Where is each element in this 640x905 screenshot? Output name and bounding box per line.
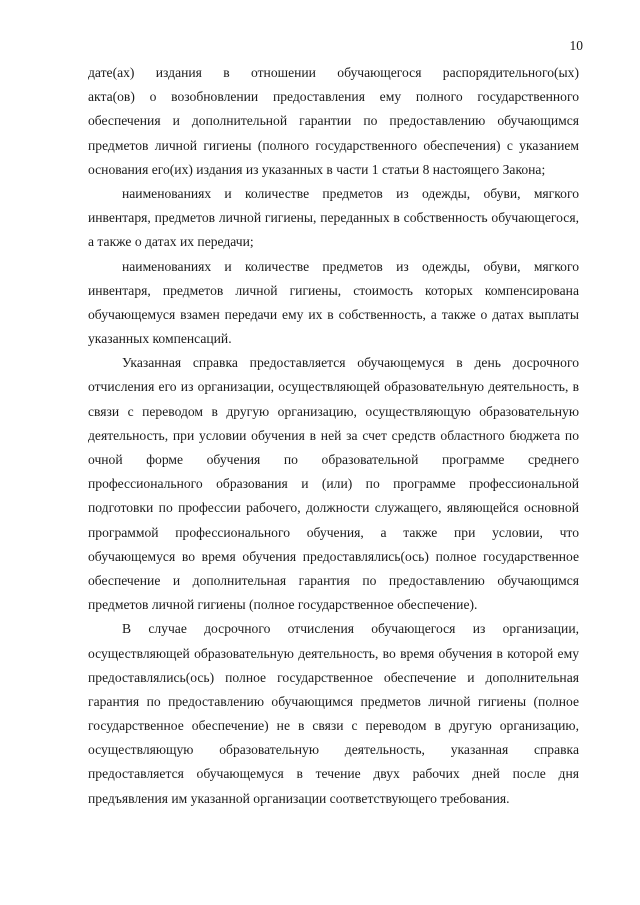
text-line: предоставляется обучающемуся в течение двух рабочих дней после дня [88,766,579,782]
text-line: осуществляющей образовательную деятельность, во время обучения в которой ему [88,645,579,661]
text-line: а также о датах их передачи; [88,234,254,250]
text-line: профессионального образования и (или) по программе профессиональной [88,476,579,492]
text-line: подготовки по профессии рабочего, должности служащего, являющейся основной [88,500,579,516]
text-line: связи с переводом в другую организацию, осуществляющую образовательную [88,403,579,419]
page-number: 10 [569,38,583,53]
text-line: основания его(их) издания из указанных в части 1 статьи 8 настоящего Закона; [88,161,546,177]
text-line: В случае досрочного отчисления обучающегося из организации, [122,621,579,637]
paragraph [88,61,579,182]
text-line: наименованиях и количестве предметов из одежды, обуви, мягкого [122,185,579,201]
text-line: предъявления им указанной организации соответствующего требования. [88,790,510,806]
text-line: акта(ов) о возобновлении предоставления ему полного государственного [88,89,579,105]
text-line: программой профессионального обучения, а также при условии, что [88,524,579,540]
paragraph [88,617,579,811]
text-line: обеспечение и дополнительная гарантия по предоставлению обучающимся [88,572,579,588]
paragraph [88,255,579,352]
text-line: наименованиях и количестве предметов из одежды, обуви, мягкого [122,258,579,274]
text-line: деятельность, при условии обучения в ней за счет средств областного бюджета по [88,427,579,443]
text-line: гарантия по предоставлению обучающимся предметов личной гигиены (полное [88,693,579,709]
text-line: указанных компенсаций. [88,331,232,347]
text-line: обеспечения и дополнительной гарантии по предоставлению обучающимся [88,113,579,129]
text-line: обучающемуся во время обучения предоставлялись(ось) полное государственное [88,548,579,564]
text-line: отчисления его из организации, осуществляющей образовательную деятельность, в [88,379,579,395]
text-line: дате(ах) издания в отношении обучающегося распорядительного(ых) [88,65,579,80]
document-body [88,61,579,811]
text-line: государственное обеспечение) не в связи с переводом в другую организацию, [88,718,579,734]
text-line: предоставлялись(ось) полное государственное обеспечение и дополнительная [88,669,579,685]
paragraph [88,182,579,255]
paragraph [88,351,579,617]
text-line: инвентаря, предметов личной гигиены, стоимость которых компенсирована [88,282,579,298]
text-line: Указанная справка предоставляется обучающемуся в день досрочного [122,355,579,371]
text-line: предметов личной гигиены (полного государственного обеспечения) с указанием [88,137,579,153]
text-line: очной форме обучения по образовательной программе среднего [88,452,579,467]
text-line: инвентаря, предметов личной гигиены, переданных в собственность обучающегося, [88,210,579,226]
text-line: обучающемуся взамен передачи ему их в собственность, а также о датах выплаты [88,306,579,322]
text-line: предметов личной гигиены (полное государственное обеспечение). [88,597,478,613]
text-line: осуществляющую образовательную деятельность, указанная справка [88,742,579,758]
